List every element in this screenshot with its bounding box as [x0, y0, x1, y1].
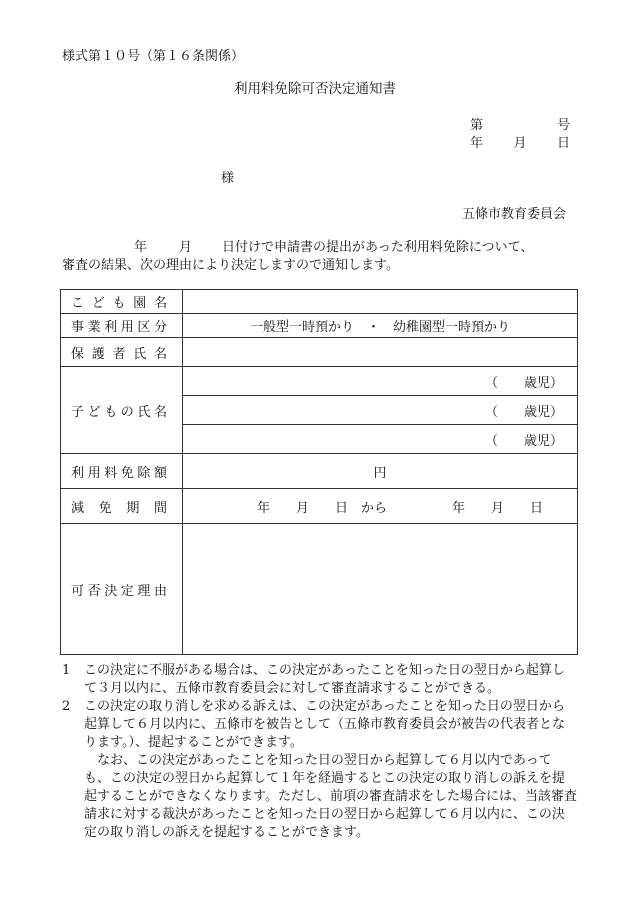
date-month: 月 — [513, 136, 527, 151]
label-amount-chars: 利 用 料 免 除 額 — [71, 465, 167, 481]
row-school — [61, 290, 578, 314]
label-category-chars: 事 業 利 用 区 分 — [71, 320, 167, 335]
notes-section — [62, 662, 577, 842]
row-guardian — [61, 338, 578, 367]
value-school[interactable] — [183, 290, 578, 314]
label-school-chars: こ ど も 園 名 — [71, 296, 167, 311]
issue-date-line — [470, 137, 570, 150]
intro-line-1 — [62, 241, 533, 254]
note-2-text: この決定の取り消しを求める訴えは、この決定があったことを知った日の翌日から起算して６月以内に、五條市を被告として（五條市教育委員会が被告の代表者となります。）、提起することができます。 — [84, 699, 566, 750]
number-prefix: 第 — [470, 118, 484, 133]
date-day: 日 — [556, 136, 570, 151]
row-child-1 — [61, 367, 578, 396]
label-category — [61, 314, 183, 338]
label-period-chars: 減 免 期 間 — [71, 500, 167, 516]
value-category[interactable]: 一般型一時預かり ・ 幼稚園型一時預かり — [183, 314, 578, 338]
number-suffix: 号 — [556, 118, 570, 133]
value-child-2[interactable]: （ 歳児） — [183, 396, 578, 425]
label-school — [61, 290, 183, 314]
label-amount — [61, 454, 183, 489]
note-2-supplement: なお、この決定があったことを知った日の翌日から起算して６月以内であっても、この決定の翌日から起算して１年を経過するとこの決定の取り消しの訴えを提起することができなくなります。ただし、前項の審査請求をした場合には、当該審査請求に対する裁決があったことを知った日の翌日から起算して６月以内に、この決定の取り消しの訴えを提起することができます。 — [84, 753, 577, 840]
label-child-chars: 子 ど も の 氏 名 — [71, 404, 167, 420]
label-reason — [61, 524, 183, 655]
note-1-text: この決定に不服がある場合は、この決定があったことを知った日の翌日から起算して３月以内に、五條市教育委員会に対して審査請求することができる。 — [84, 663, 565, 696]
value-child-1[interactable]: （ 歳児） — [183, 367, 578, 396]
row-period — [61, 489, 578, 524]
value-amount[interactable]: 円 — [183, 454, 578, 489]
addressee-suffix: 様 — [221, 171, 235, 186]
intro-month: 月 — [179, 240, 193, 255]
row-category — [61, 314, 578, 338]
note-2 — [62, 698, 577, 752]
intro-year: 年 — [134, 240, 148, 255]
document-number-line — [470, 119, 570, 132]
decision-table — [60, 289, 578, 655]
issuer-name: 五條市教育委員会 — [461, 207, 566, 222]
note-2-number: 2 — [62, 699, 71, 714]
row-amount — [61, 454, 578, 489]
label-guardian — [61, 338, 183, 367]
value-period[interactable]: 年 月 日 から 年 月 日 — [183, 489, 578, 524]
value-child-3[interactable]: （ 歳児） — [183, 425, 578, 454]
label-period — [61, 489, 183, 524]
form-number: 様式第１０号（第１６条関係） — [62, 49, 245, 64]
intro-text: 日付けで申請書の提出があった利用料免除について、 — [222, 240, 534, 255]
date-year: 年 — [470, 136, 484, 151]
note-1 — [62, 662, 577, 698]
value-reason[interactable] — [183, 524, 578, 655]
document-title: 利用料免除可否決定通知書 — [234, 81, 396, 97]
intro-line-2: 審査の結果、次の理由により決定しますので通知します。 — [62, 258, 399, 273]
label-child — [61, 367, 183, 454]
label-guardian-chars: 保 護 者 氏 名 — [71, 346, 167, 362]
note-1-number: 1 — [62, 663, 71, 678]
row-reason — [61, 524, 578, 655]
label-reason-chars: 可 否 決 定 理 由 — [71, 583, 167, 599]
value-guardian[interactable] — [183, 338, 578, 367]
